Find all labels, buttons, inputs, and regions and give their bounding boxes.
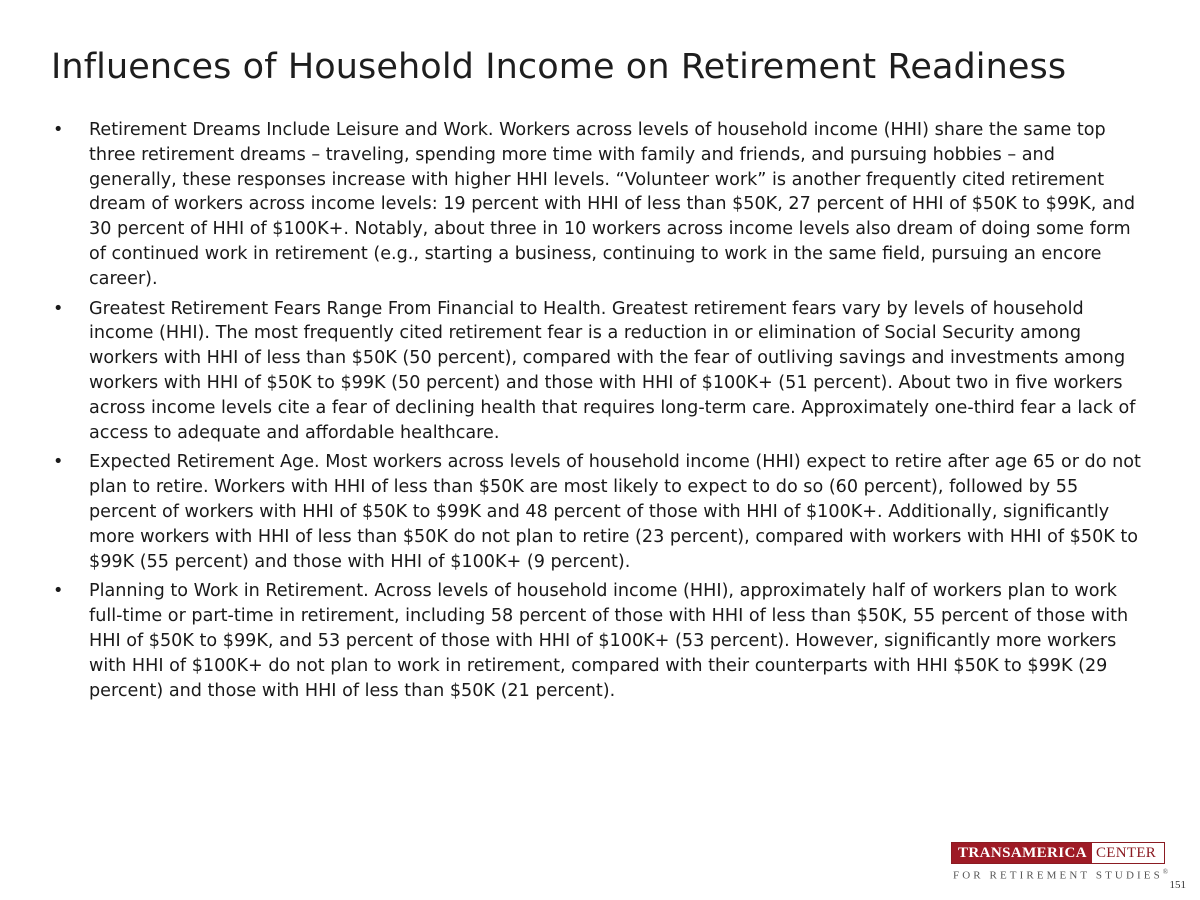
bullet-text: Greatest Retirement Fears Range From Financial to Health. Greatest retirement fears vary by levels of household income (HHI). The most frequently cited retirement fear is a reduction in or elimination of Social Security among workers with HHI of less than $50K (50 percent), compared with the fear of outliving savings and investments among workers with HHI of $50K to $99K (50 percent) and those with HHI of $100K+ (51 percent). About two in five workers across income levels cite a fear of declining health that requires long-term care. Approximately one-third fear a lack of access to adequate and affordable healthcare. [89,298,1136,443]
logo-center-text: CENTER [1092,843,1160,863]
logo-tagline-text: FOR RETIREMENT STUDIES [953,869,1163,882]
logo-wordmark [951,842,1165,864]
bullet-text: Planning to Work in Retirement. Across levels of household income (HHI), approximately half of workers plan to work full-time or part-time in retirement, including 58 percent of those with HHI of less than $50K, 55 percent of those with HHI of $50K to $99K, and 53 percent of those with HHI of $100K+ (53 percent). However, significantly more workers with HHI of $100K+ do not plan to work in retirement, compared with their counterparts with HHI $50K to $99K (29 percent) and those with HHI of less than $50K (21 percent). [89,581,1129,701]
bullet-expected-retirement-age [51,450,1146,574]
bullet-marker: • [53,120,64,140]
bullet-marker: • [53,452,64,473]
bullet-work-in-retirement [51,579,1146,703]
bullet-marker: • [53,581,64,602]
slide-title: Influences of Household Income on Retirement Readiness [51,47,1067,87]
bullet-list [51,118,1146,708]
page-number: 151 [1169,879,1186,891]
logo-tagline [951,868,1169,882]
bullet-marker: • [53,298,64,319]
bullet-retirement-fears [51,297,1146,446]
registered-mark-icon: ® [1162,868,1169,876]
bullet-retirement-dreams [51,118,1146,292]
transamerica-center-logo [951,842,1169,882]
bullet-text: Expected Retirement Age. Most workers across levels of household income (HHI) expect to retire after age 65 or do not plan to retire. Workers with HHI of less than $50K are most likely to expect to do so (60 percent), followed by 55 percent of workers with HHI of $50K to $99K and 48 percent of those with HHI of $100K+. Additionally, significantly more workers with HHI of less than $50K do not plan to retire (23 percent), compared with workers with HHI of $50K to $99K (55 percent) and those with HHI of $100K+ (9 percent). [89,452,1141,572]
logo-transamerica-text: TRANSAMERICA [952,843,1092,863]
bullet-text: Retirement Dreams Include Leisure and Work. Workers across levels of household income (HHI) share the same top three retirement dreams – traveling, spending more time with family and friends, and pursuing hobbies – and generally, these responses increase with higher HHI levels. “Volunteer work” is another frequently cited retirement dream of workers across income levels: 19 percent with HHI of less than $50K, 27 percent of HHI of $50K to $99K, and 30 percent of HHI of $100K+. Notably, about three in 10 workers across income levels also dream of doing some form of continued work in retirement (e.g., starting a business, continuing to work in the same field, pursuing an encore career). [89,120,1136,289]
